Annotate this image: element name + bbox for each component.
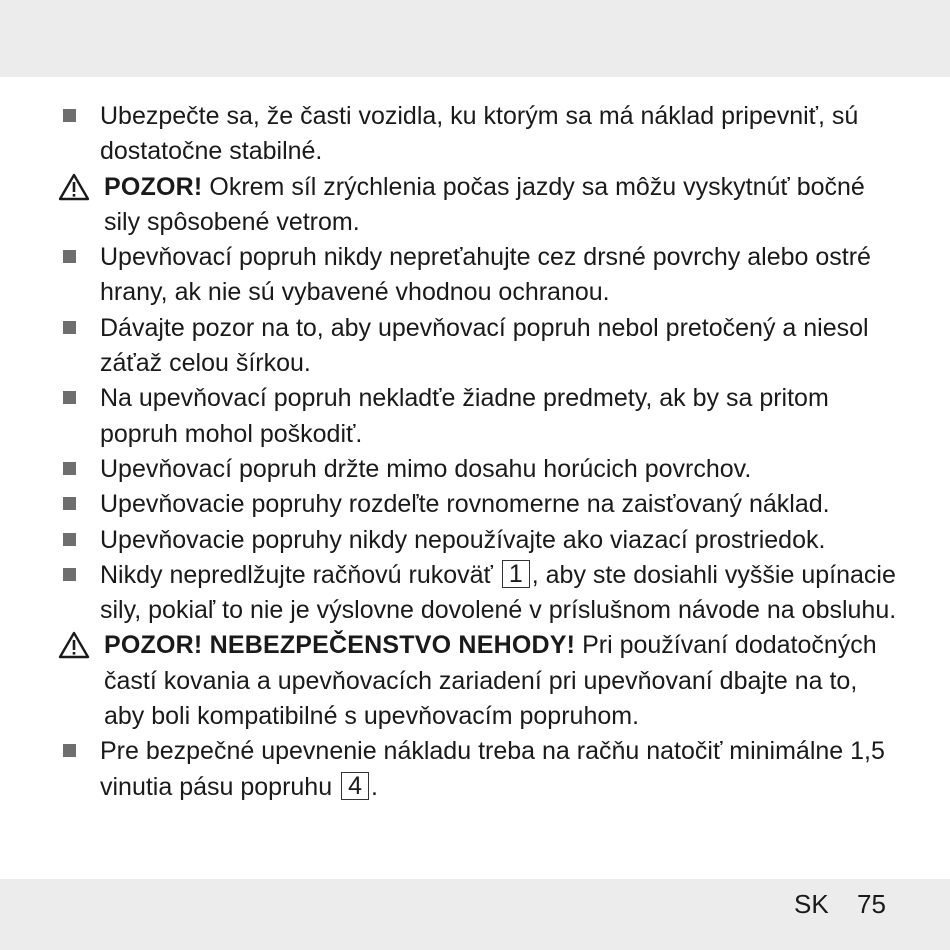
item-text: Ubezpečte sa, že časti vozidla, ku ktorým sa má náklad pripevniť, sú dostatočne stabilné. <box>100 102 859 166</box>
warning-text: Pri používaní dodatočných častí kovania a upevňovacích zariadení pri upevňovaní dbajte na to, aby boli kompatibilné s upevňovacím popruhom. <box>104 631 877 731</box>
warning-label: POZOR! <box>104 172 203 201</box>
square-bullet-icon <box>63 568 76 581</box>
item-text: Na upevňovací popruh nekladťe žiadne predmety, ak by sa pritom popruh mohol poškodiť. <box>100 384 829 448</box>
item-text-before: Nikdy nepredlžujte račňovú rukoväť <box>100 560 500 589</box>
item-text: Upevňovacie popruhy nikdy nepoužívajte ako viazací prostriedok. <box>100 525 826 554</box>
warning-triangle-icon <box>58 631 90 659</box>
manual-content <box>58 99 903 805</box>
warning-triangle-icon <box>58 173 90 201</box>
warning-label: POZOR! NEBEZPEČENSTVO NEHODY! <box>104 631 576 660</box>
list-item <box>58 452 903 487</box>
square-bullet-icon <box>63 533 76 546</box>
item-text-after: , aby ste dosiahli vyššie upínacie sily, pokiaľ to nie je výslovne dovolené v príslušnom návode na obsluhu. <box>100 560 897 625</box>
square-bullet-icon <box>63 250 76 263</box>
warning-text: Okrem síl zrýchlenia počas jazdy sa môžu vyskytnúť bočné sily spôsobené vetrom. <box>104 172 865 236</box>
square-bullet-icon <box>63 109 76 122</box>
list-item <box>58 558 903 629</box>
square-bullet-icon <box>63 391 76 404</box>
figure-reference-badge: 4 <box>341 772 369 800</box>
square-bullet-icon <box>63 321 76 334</box>
item-text: Upevňovací popruh nikdy nepreťahujte cez drsné povrchy alebo ostré hrany, ak nie sú vybavené vhodnou ochranou. <box>100 243 871 307</box>
square-bullet-icon <box>63 497 76 510</box>
figure-reference-badge: 1 <box>502 560 530 588</box>
header-band <box>0 0 950 77</box>
warning-item <box>58 628 903 734</box>
item-text: Dávajte pozor na to, aby upevňovací popruh nebol pretočený a niesol záťaž celou šírkou. <box>100 313 869 378</box>
list-item <box>58 99 903 170</box>
square-bullet-icon <box>63 744 76 757</box>
list-item <box>58 487 903 522</box>
list-item <box>58 523 903 558</box>
item-text: Upevňovací popruh držte mimo dosahu horúcich povrchov. <box>100 454 752 483</box>
item-text-after: . <box>370 772 378 801</box>
list-item <box>58 381 903 452</box>
page-number: 75 <box>857 889 886 919</box>
square-bullet-icon <box>63 462 76 475</box>
warning-item <box>58 170 903 241</box>
list-item <box>58 311 903 382</box>
footer-language-code: SK <box>794 889 829 919</box>
list-item <box>58 734 903 805</box>
list-item <box>58 240 903 311</box>
item-text: Upevňovacie popruhy rozdeľte rovnomerne na zaisťovaný náklad. <box>100 490 830 519</box>
item-text-before: Pre bezpečné upevnenie nákladu treba na račňu natočiť minimálne 1,5 vinutia pásu popruhu <box>100 737 885 801</box>
